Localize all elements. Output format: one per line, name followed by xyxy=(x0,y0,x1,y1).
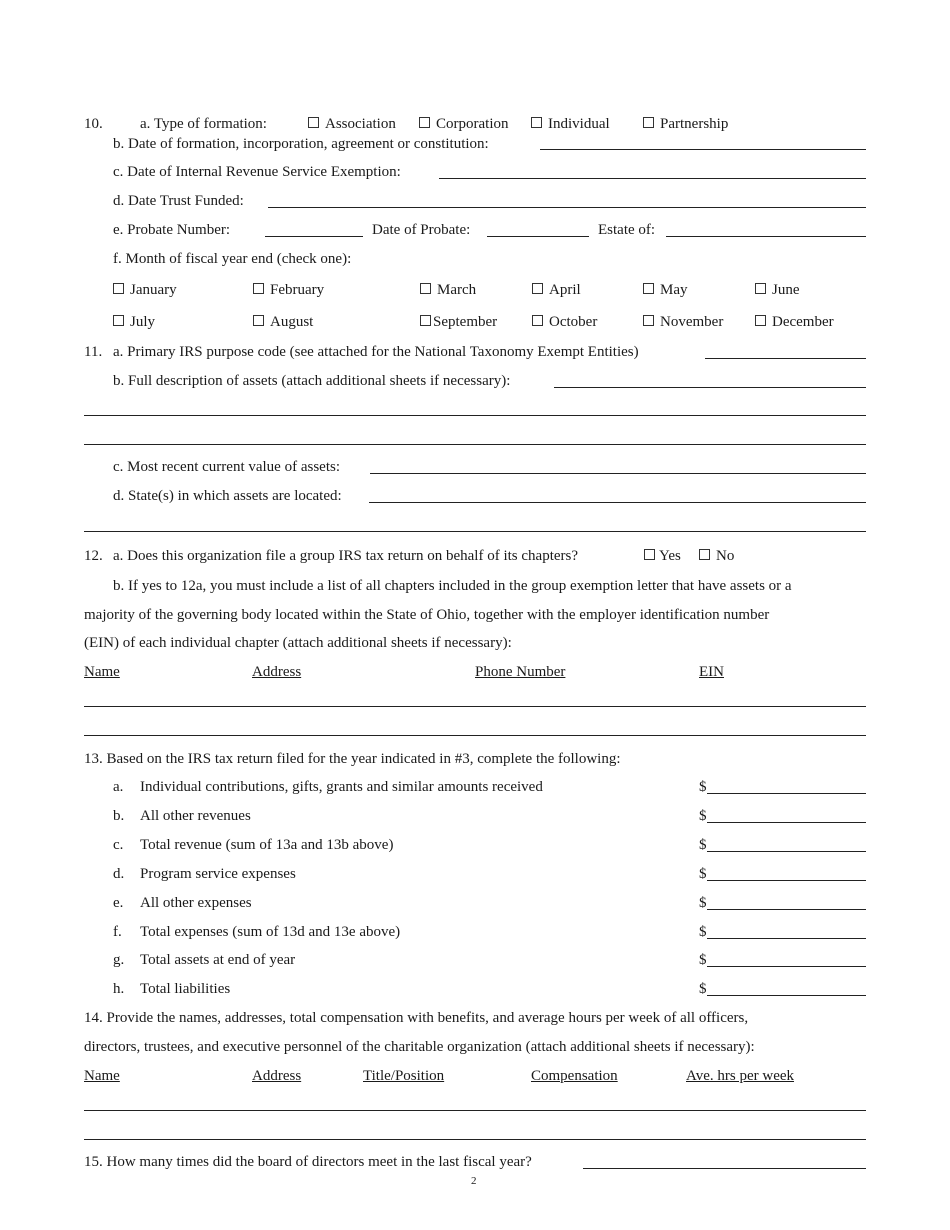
formation-association[interactable]: Association xyxy=(308,115,396,133)
checkbox-icon[interactable] xyxy=(253,315,264,326)
q13c-label: Total revenue (sum of 13a and 13b above) xyxy=(140,837,394,853)
probate-date-label: Date of Probate: xyxy=(372,222,471,238)
officers-col-compensation: Compensation xyxy=(531,1068,618,1084)
checkbox-icon[interactable] xyxy=(643,315,654,326)
q13h-field[interactable] xyxy=(707,995,866,996)
q13b-letter: b. xyxy=(113,808,125,824)
checkbox-icon[interactable] xyxy=(643,117,654,128)
q13f-letter: f. xyxy=(113,924,122,940)
checkbox-icon[interactable] xyxy=(532,315,543,326)
checkbox-icon[interactable] xyxy=(755,315,766,326)
q10b-field[interactable] xyxy=(540,149,866,150)
q10d-label: d. Date Trust Funded: xyxy=(113,193,244,209)
q10e-label: e. Probate Number: xyxy=(113,222,231,238)
q11c-label: c. Most recent current value of assets: xyxy=(113,459,340,475)
q13e-letter: e. xyxy=(113,895,124,911)
q13c-field[interactable] xyxy=(707,851,866,852)
q11-number: 11. xyxy=(84,344,103,360)
group-return-yes[interactable]: Yes xyxy=(644,547,681,565)
q14-line2: directors, trustees, and executive personnel of the charitable organization (attach additional sheets if necessary): xyxy=(84,1039,755,1055)
group-return-no[interactable]: No xyxy=(699,547,734,565)
officers-col-hours: Ave. hrs per week xyxy=(686,1068,795,1084)
formation-individual[interactable]: Individual xyxy=(531,115,610,133)
checkbox-icon[interactable] xyxy=(308,117,319,128)
q13b-currency: $ xyxy=(699,808,707,824)
checkbox-icon[interactable] xyxy=(643,283,654,294)
page-number: 2 xyxy=(471,1175,477,1187)
month-september[interactable]: September xyxy=(420,313,497,331)
q13d-currency: $ xyxy=(699,866,707,882)
formation-corporation[interactable]: Corporation xyxy=(419,115,509,133)
checkbox-icon[interactable] xyxy=(532,283,543,294)
probate-number-field[interactable] xyxy=(265,236,363,237)
q10d-field[interactable] xyxy=(268,207,866,208)
q13d-field[interactable] xyxy=(707,880,866,881)
month-july[interactable]: July xyxy=(113,313,155,331)
q13c-currency: $ xyxy=(699,837,707,853)
month-december[interactable]: December xyxy=(755,313,834,331)
q10a-label: a. Type of formation: xyxy=(140,116,267,132)
assets-description-field[interactable] xyxy=(554,387,866,388)
q13h-letter: h. xyxy=(113,981,125,997)
q10f-label: f. Month of fiscal year end (check one): xyxy=(113,251,352,267)
q13-intro: 13. Based on the IRS tax return filed for the year indicated in #3, complete the following: xyxy=(84,751,621,767)
q13a-field[interactable] xyxy=(707,793,866,794)
checkbox-icon[interactable] xyxy=(699,549,710,560)
checkbox-icon[interactable] xyxy=(420,315,431,326)
estate-field[interactable] xyxy=(666,236,866,237)
q10b-label: b. Date of formation, incorporation, agreement or constitution: xyxy=(113,136,489,152)
month-november[interactable]: November xyxy=(643,313,723,331)
q13c-letter: c. xyxy=(113,837,124,853)
officers-line-2[interactable] xyxy=(84,1139,866,1140)
chapters-col-address: Address xyxy=(252,664,302,680)
q13h-label: Total liabilities xyxy=(140,981,231,997)
month-january[interactable]: January xyxy=(113,281,177,299)
q10c-label: c. Date of Internal Revenue Service Exemption: xyxy=(113,164,401,180)
q13f-field[interactable] xyxy=(707,938,866,939)
q11a-label: a. Primary IRS purpose code (see attached for the National Taxonomy Exempt Entities) xyxy=(113,344,639,360)
q14-line1: 14. Provide the names, addresses, total compensation with benefits, and average hours per week of all officers, xyxy=(84,1010,749,1026)
assets-description-line-2[interactable] xyxy=(84,415,866,416)
q13g-field[interactable] xyxy=(707,966,866,967)
purpose-code-field[interactable] xyxy=(705,358,866,359)
q11b-label: b. Full description of assets (attach additional sheets if necessary): xyxy=(113,373,511,389)
q13f-label: Total expenses (sum of 13d and 13e above) xyxy=(140,924,401,940)
q12b-line2: majority of the governing body located within the State of Ohio, together with the employer identification number xyxy=(84,607,770,623)
q12a-label: a. Does this organization file a group IRS tax return on behalf of its chapters? xyxy=(113,548,579,564)
q13e-currency: $ xyxy=(699,895,707,911)
q13d-letter: d. xyxy=(113,866,125,882)
chapters-line-1[interactable] xyxy=(84,706,866,707)
checkbox-icon[interactable] xyxy=(755,283,766,294)
month-june[interactable]: June xyxy=(755,281,800,299)
checkbox-icon[interactable] xyxy=(531,117,542,128)
q13b-label: All other revenues xyxy=(140,808,251,824)
assets-value-field[interactable] xyxy=(370,473,866,474)
q10-number: 10. xyxy=(84,116,103,132)
estate-label: Estate of: xyxy=(598,222,656,238)
q12b-line3: (EIN) of each individual chapter (attach additional sheets if necessary): xyxy=(84,635,512,651)
officers-col-name: Name xyxy=(84,1068,120,1084)
month-august[interactable]: August xyxy=(253,313,313,331)
checkbox-icon[interactable] xyxy=(253,283,264,294)
formation-partnership[interactable]: Partnership xyxy=(643,115,728,133)
board-meetings-field[interactable] xyxy=(583,1168,866,1169)
q12b-line1: b. If yes to 12a, you must include a list of all chapters included in the group exemption letter that have assets or a xyxy=(113,578,792,594)
month-april[interactable]: April xyxy=(532,281,581,299)
q13g-label: Total assets at end of year xyxy=(140,952,296,968)
assets-state-line-2[interactable] xyxy=(84,531,866,532)
checkbox-icon[interactable] xyxy=(113,283,124,294)
q13h-currency: $ xyxy=(699,981,707,997)
month-february[interactable]: February xyxy=(253,281,324,299)
q13e-field[interactable] xyxy=(707,909,866,910)
checkbox-icon[interactable] xyxy=(419,117,430,128)
checkbox-icon[interactable] xyxy=(420,283,431,294)
q13e-label: All other expenses xyxy=(140,895,252,911)
month-march[interactable]: March xyxy=(420,281,476,299)
q13g-currency: $ xyxy=(699,952,707,968)
q15-label: 15. How many times did the board of directors meet in the last fiscal year? xyxy=(84,1154,532,1170)
chapters-col-name: Name xyxy=(84,664,120,680)
q13a-letter: a. xyxy=(113,779,124,795)
checkbox-icon[interactable] xyxy=(113,315,124,326)
q13a-label: Individual contributions, gifts, grants and similar amounts received xyxy=(140,779,543,795)
officers-col-title: Title/Position xyxy=(363,1068,445,1084)
chapters-line-2[interactable] xyxy=(84,735,866,736)
officers-line-1[interactable] xyxy=(84,1110,866,1111)
month-may[interactable]: May xyxy=(643,281,688,299)
q13f-currency: $ xyxy=(699,924,707,940)
probate-date-field[interactable] xyxy=(487,236,589,237)
q13d-label: Program service expenses xyxy=(140,866,296,882)
q13a-currency: $ xyxy=(699,779,707,795)
q10c-field[interactable] xyxy=(439,178,866,179)
officers-col-address: Address xyxy=(252,1068,302,1084)
assets-state-field[interactable] xyxy=(369,502,866,503)
month-october[interactable]: October xyxy=(532,313,597,331)
checkbox-icon[interactable] xyxy=(644,549,655,560)
q12-number: 12. xyxy=(84,548,103,564)
q13b-field[interactable] xyxy=(707,822,866,823)
q13g-letter: g. xyxy=(113,952,125,968)
assets-description-line-3[interactable] xyxy=(84,444,866,445)
q11d-label: d. State(s) in which assets are located: xyxy=(113,488,342,504)
chapters-col-ein: EIN xyxy=(699,664,724,680)
chapters-col-phone: Phone Number xyxy=(475,664,566,680)
